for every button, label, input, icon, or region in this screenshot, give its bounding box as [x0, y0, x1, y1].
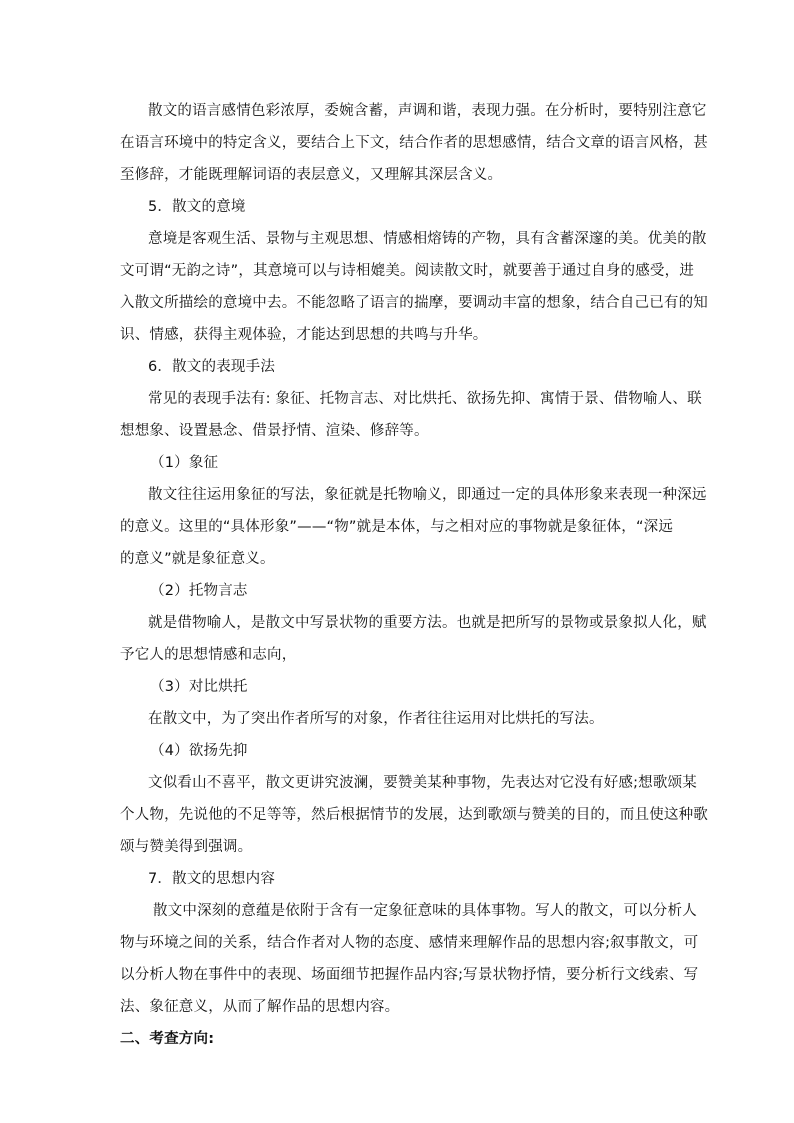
- paragraph-line: 识、情感，获得主观体验，才能达到思想的共鸣与升华。: [120, 327, 488, 343]
- paragraph-line: 文可谓“无韵之诗”，其意境可以与诗相媲美。阅读散文时，就要善于通过自身的感受，进: [120, 263, 695, 279]
- paragraph-line: 意境是客观生活、景物与主观思想、情感相熔铸的产物，具有含蓄深邃的美。优美的散: [148, 231, 707, 247]
- paragraph-line: 就是借物喻人，是散文中写景状物的重要方法。也就是把所写的景物或景象拟人化，赋: [148, 615, 707, 631]
- paragraph-line: 颂与赞美得到强调。: [120, 839, 253, 855]
- section-heading-exam-direction: 二、考查方向:: [120, 1031, 215, 1047]
- paragraph-line: 文似看山不喜平，散文更讲究波澜，要赞美某种事物，先表达对它没有好感;想歌颂某: [148, 775, 697, 791]
- paragraph-line: 入散文所描绘的意境中去。不能忽略了语言的揣摩，要调动丰富的想象，结合自己已有的知: [120, 295, 708, 311]
- section-heading-6: 6．散文的表现手法: [148, 359, 276, 375]
- subheading-object-aspiration: （2）托物言志: [150, 583, 248, 599]
- paragraph-line: 法、象征意义，从而了解作品的思想内容。: [120, 999, 400, 1015]
- paragraph-line: 以分析人物在事件中的表现、场面细节把握作品内容;写景状物抒情，要分析行文线索、写: [120, 967, 699, 983]
- subheading-contrast: （3）对比烘托: [150, 679, 248, 695]
- section-heading-7: 7．散文的思想内容: [148, 871, 276, 887]
- paragraph-line: 散文往往运用象征的写法，象征就是托物喻义，即通过一定的具体形象来表现一种深远: [148, 487, 707, 503]
- paragraph-line: 在语言环境中的特定含义，要结合上下文，结合作者的思想感情，结合文章的语言风格，甚: [120, 135, 708, 151]
- paragraph-line: 在散文中，为了突出作者所写的对象，作者往往运用对比烘托的写法。: [148, 711, 604, 727]
- paragraph-line: 想想象、设置悬念、借景抒情、渲染、修辞等。: [120, 423, 429, 439]
- section-heading-5: 5．散文的意境: [148, 199, 246, 215]
- paragraph-line: 常见的表现手法有: 象征、托物言志、对比烘托、欲扬先抑、寓情于景、借物喻人、联: [148, 391, 702, 407]
- paragraph-line: 予它人的思想情感和志向，: [120, 647, 297, 663]
- paragraph-line: 散文中深刻的意蕴是依附于含有一定象征意味的具体事物。写人的散文，可以分析人: [153, 903, 697, 919]
- paragraph-line: 的意义。这里的“具体形象”——“物”就是本体，与之相对应的事物就是象征体，“深远: [120, 519, 674, 535]
- paragraph-line: 散文的语言感情色彩浓厚，委婉含蓄，声调和谐，表现力强。在分析时，要特别注意它: [148, 103, 707, 119]
- paragraph-line: 的意义”就是象征意义。: [120, 551, 275, 567]
- paragraph-line: 至修辞，才能既理解词语的表层意义，又理解其深层含义。: [120, 167, 503, 183]
- paragraph-line: 个人物，先说他的不足等等，然后根据情节的发展，达到歌颂与赞美的目的，而且使这种歌: [120, 807, 708, 823]
- subheading-symbolism: （1）象征: [150, 455, 219, 471]
- paragraph-line: 物与环境之间的关系，结合作者对人物的态度、感情来理解作品的思想内容;叙事散文，可: [120, 935, 699, 951]
- subheading-suppress-before-praise: （4）欲扬先抑: [150, 743, 248, 759]
